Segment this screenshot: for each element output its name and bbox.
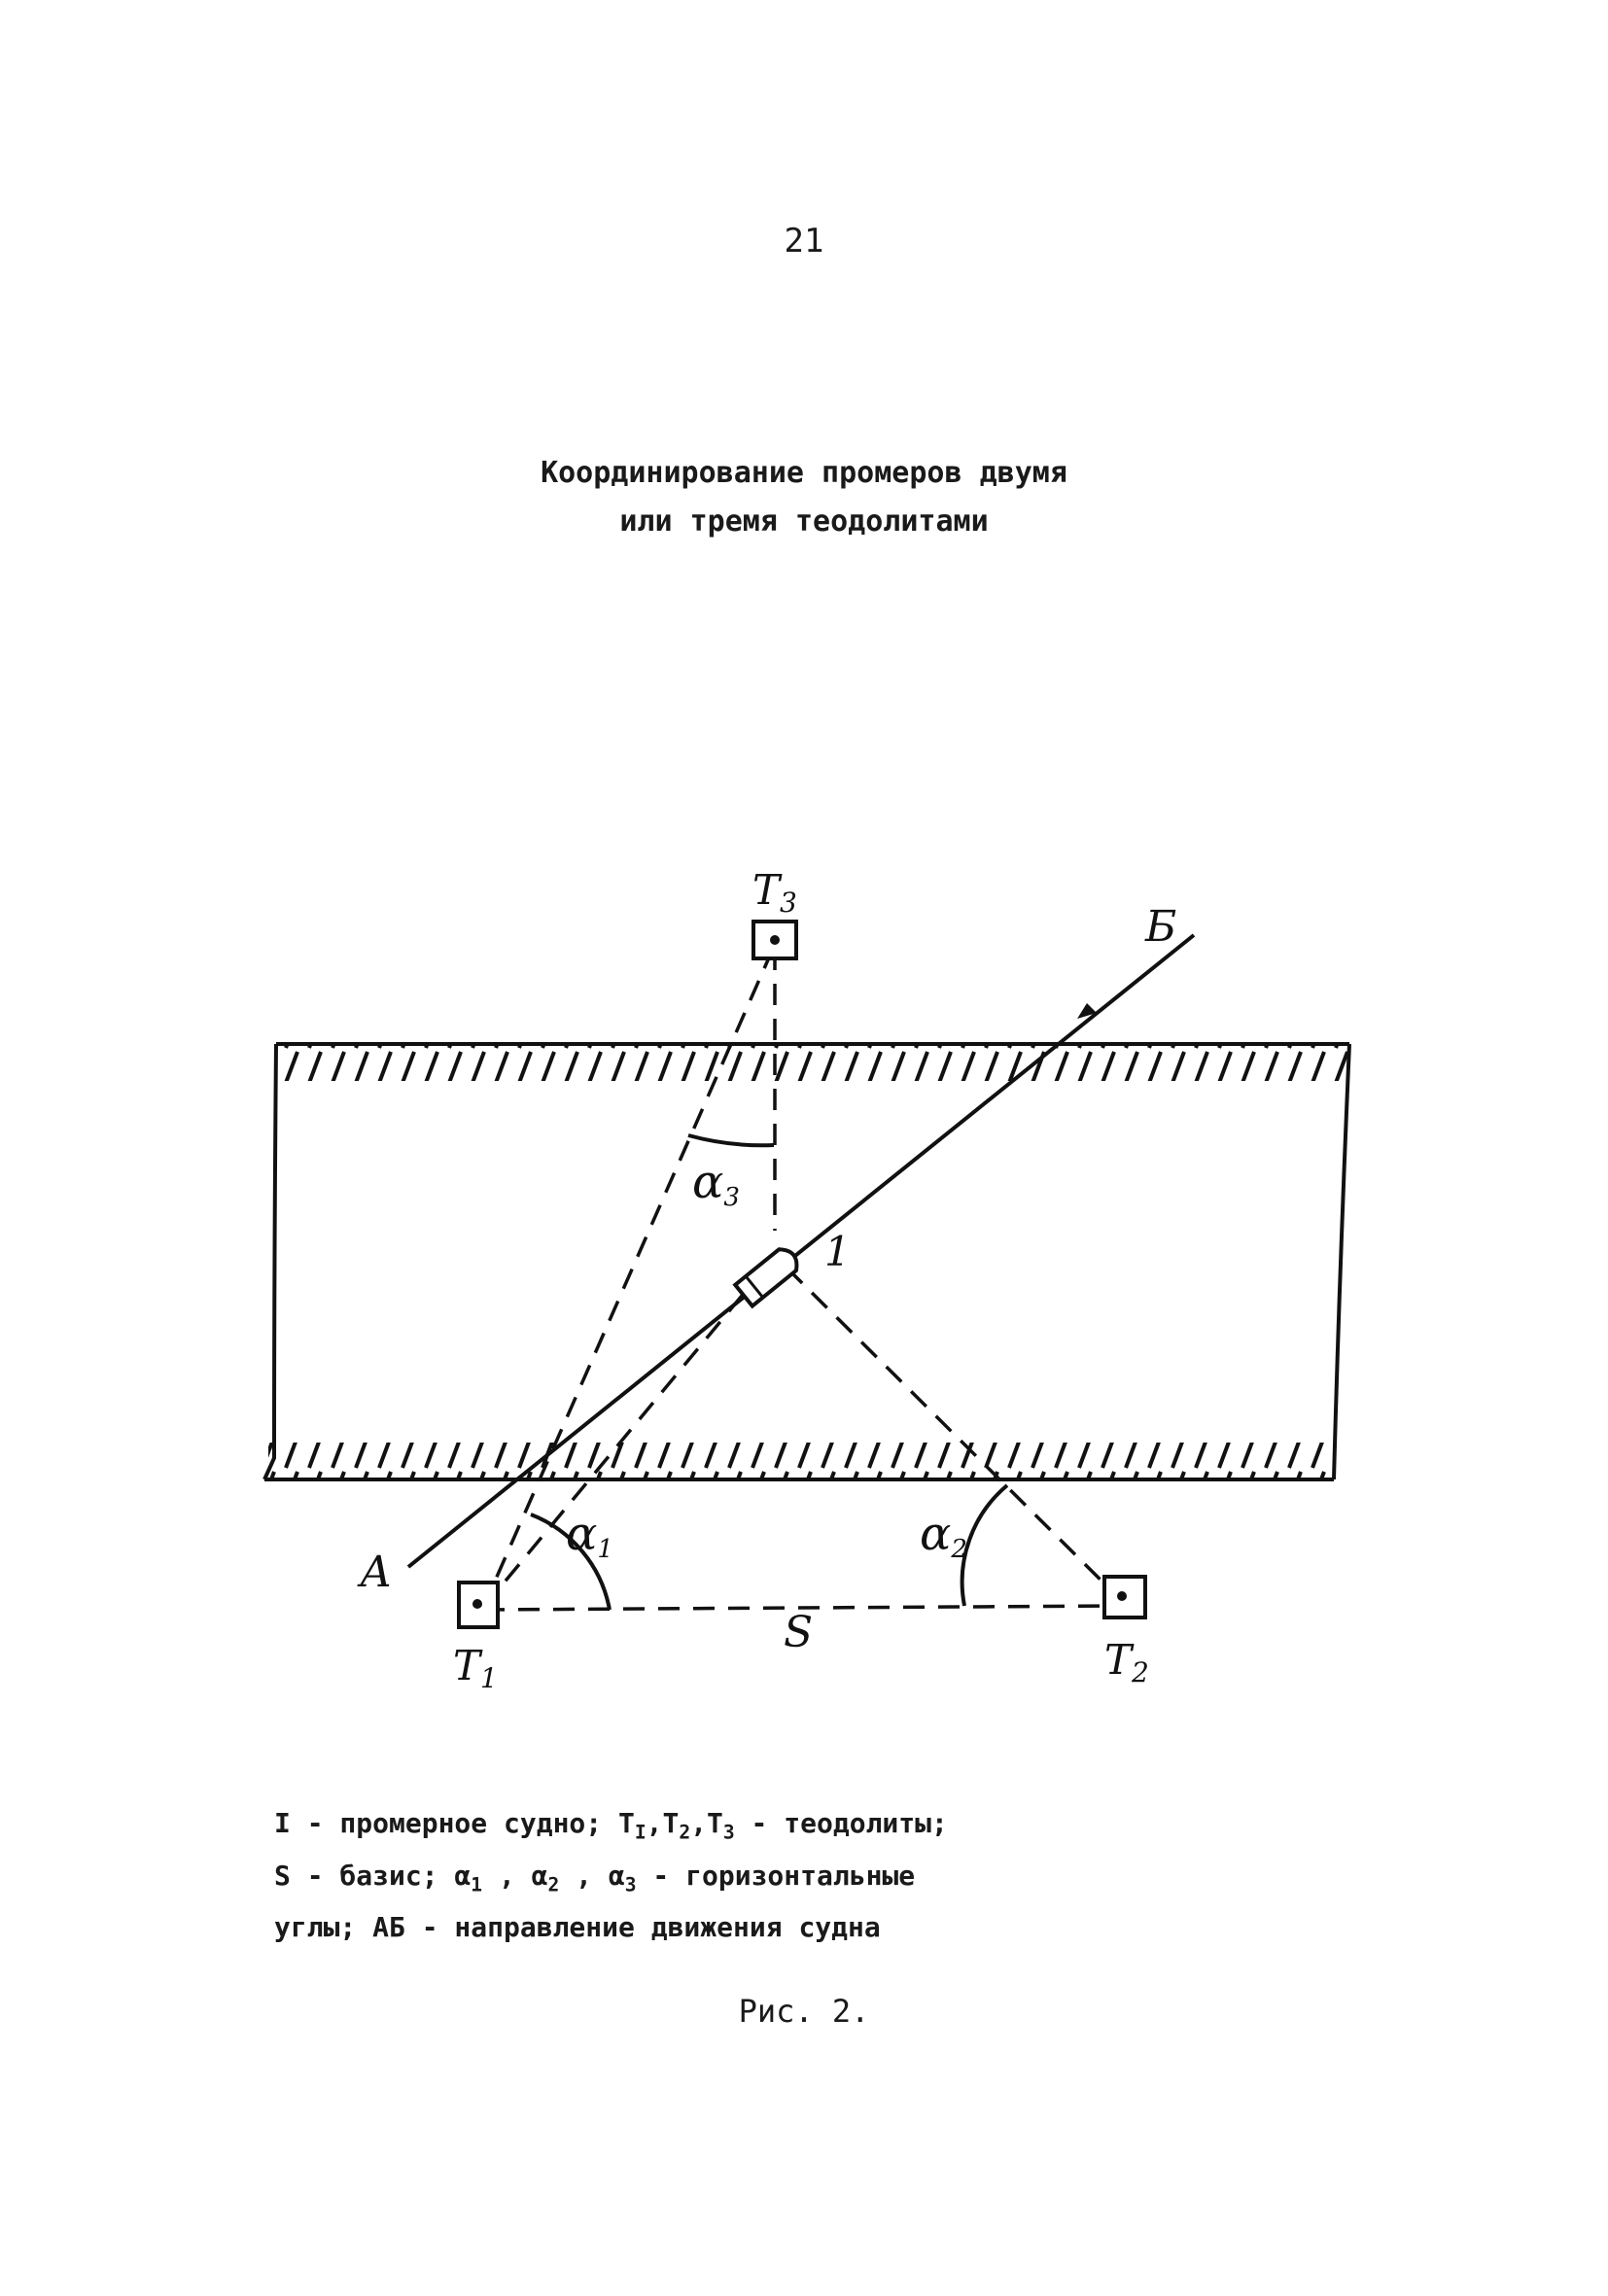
label-b: Б xyxy=(1145,902,1177,952)
alpha2-arc xyxy=(962,1485,1007,1606)
label-alpha3: α3 xyxy=(692,1155,740,1212)
legend-line-1: I - промерное судно; $T_I,T_2,T_3$ - теодолиты; xyxy=(274,1807,948,1844)
bottom-bank-hatching xyxy=(268,1443,1332,1478)
left-bank-edge xyxy=(264,1044,276,1479)
legend-line-3: углы; АБ - направление движения судна xyxy=(274,1911,881,1944)
label-a: А xyxy=(360,1548,393,1597)
top-bank-hatching xyxy=(278,1046,1347,1081)
page-number: 21 xyxy=(784,222,824,261)
theodolite-t2-icon xyxy=(1104,1577,1145,1618)
figure-legend xyxy=(274,1802,1246,1949)
right-bank-edge xyxy=(1334,1044,1349,1479)
title-line-2: или тремя теодолитами xyxy=(619,504,989,539)
theodolite-t3-icon xyxy=(753,922,796,958)
theodolite-t1-icon xyxy=(459,1583,498,1627)
sight-t1-vessel xyxy=(483,1256,775,1608)
label-t3: T3 xyxy=(752,866,797,919)
label-t2: T2 xyxy=(1104,1636,1149,1688)
title-line-1: Координирование промеров двумя xyxy=(541,456,1067,490)
figure-number: Рис. 2. xyxy=(738,1993,870,2030)
label-basis-s: S xyxy=(784,1608,814,1657)
river-channel xyxy=(264,1044,1349,1479)
label-alpha1: α1 xyxy=(566,1507,613,1564)
survey-vessel-icon xyxy=(735,1244,802,1305)
alpha3-arc xyxy=(688,1135,774,1145)
label-t1: T1 xyxy=(453,1642,498,1694)
legend-line-2: S - базис; $\alpha_1$ , $\alpha_2$ , $\alpha_3$ - горизонтальные xyxy=(274,1859,916,1896)
label-alpha2: α2 xyxy=(920,1507,967,1564)
label-vessel: 1 xyxy=(824,1228,851,1275)
